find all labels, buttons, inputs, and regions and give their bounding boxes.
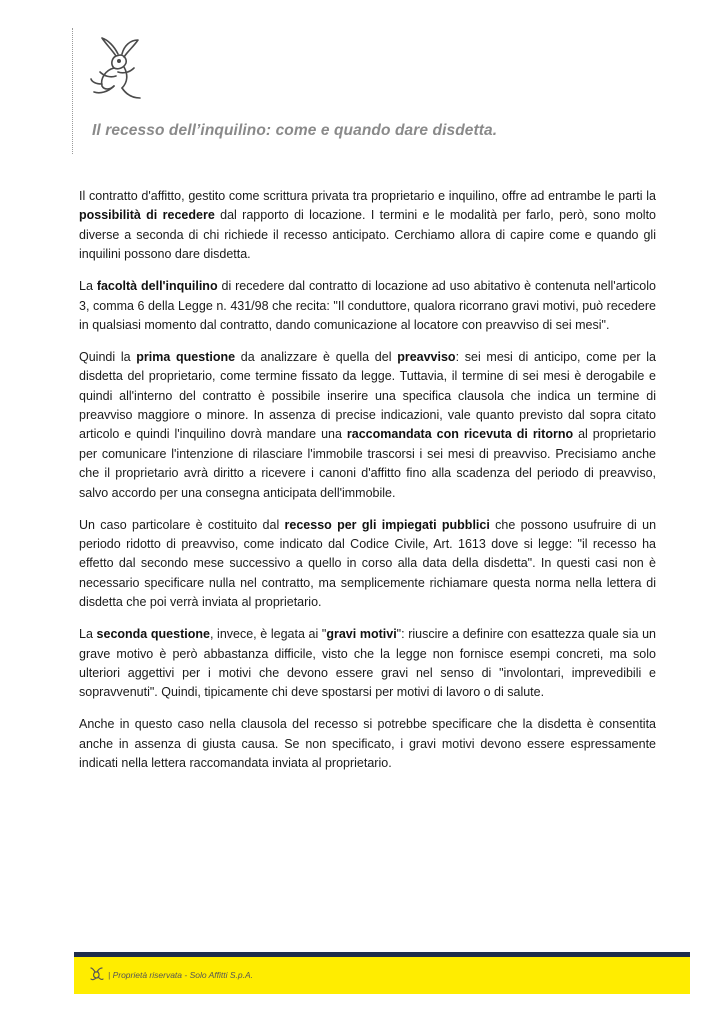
text-run: di recedere dal contratto di locazione ad uso abitativo è contenuta nell'articolo 3, comma 6 della Legge n. 431/98 che recita: "Il conduttore, qualora ricorrano gravi motivi, può recedere in qualsiasi momento dal contratto, dando comunicazione al locatore con preavviso di sei mesi". <box>79 279 656 332</box>
body-paragraph <box>79 187 656 265</box>
text-run: ": riuscire a definire con esattezza quale sia un grave motivo è però abbastanza difficile, visto che la legge non fornisce esempi concreti, ma solo ulteriori aggettivi per i motivi che devono essere gravi nel senso di "involontari, imprevedibili e sopravvenuti". Quindi, tipicamente chi deve spostarsi per motivi di lavoro o di salute. <box>79 627 656 700</box>
bold-phrase: preavviso <box>397 349 456 364</box>
bold-phrase: prima questione <box>136 349 236 364</box>
text-run: La <box>79 627 97 642</box>
text-run: Il contratto d'affitto, gestito come scrittura privata tra proprietario e inquilino, offre ad entrambe le parti la <box>79 189 656 203</box>
body-paragraph <box>79 277 656 335</box>
text-run: Un caso particolare è costituito dal <box>79 517 285 532</box>
text-run: : sei mesi di anticipo, come per la disdetta del proprietario, come termine fissato da legge. Tuttavia, il termine di sei mesi è derogabile e quindi all'interno del contratto è possibile inserire una specifica clausola che indica un termine di preavviso maggiore o minore. In assenza di precise indicazioni, vale quanto previsto dal sopra citato articolo e quindi l'inquilino dovrà mandare una <box>79 349 656 442</box>
text-run: , invece, è legata ai " <box>209 627 327 642</box>
document-body <box>79 187 656 786</box>
body-paragraph <box>79 625 656 703</box>
header-dotted-rule <box>72 28 73 154</box>
text-run: da analizzare è quella del <box>235 349 398 364</box>
body-paragraph <box>79 516 656 613</box>
mini-hare-icon <box>90 967 104 981</box>
bold-phrase: recesso per gli impiegati pubblici <box>284 517 490 532</box>
running-hare-icon <box>88 36 152 102</box>
bold-phrase: gravi motivi <box>326 627 397 642</box>
text-run: Anche in questo caso nella clausola del recesso si potrebbe specificare che la disdetta è consentita anche in assenza di giusta causa. Se non specificato, i gravi motivi devono essere espressamente indicati nella lettera raccomandata inviata al proprietario. <box>79 717 656 771</box>
text-run: Quindi la <box>79 349 137 364</box>
text-run: dal rapporto di locazione. I termini e le modalità per farlo, però, sono molto diverse a seconda di chi richiede il recesso anticipato. Cerchiamo allora di capire come e quando gli inquilini possono dare disdetta. <box>79 208 656 262</box>
body-paragraph <box>79 348 656 503</box>
document-title: Il recesso dell’inquilino: come e quando dare disdetta. <box>92 122 498 139</box>
body-paragraph <box>79 715 656 773</box>
bold-phrase: raccomandata con ricevuta di ritorno <box>346 427 574 442</box>
bold-phrase: facoltà dell'inquilino <box>96 279 218 294</box>
text-run: La <box>79 279 97 294</box>
bold-phrase: seconda questione <box>96 627 210 642</box>
footer-copyright: | Proprietà riservata - Solo Affitti S.p.A. <box>108 970 254 980</box>
text-run: che possono usufruire di un periodo ridotto di preavviso, come indicato dal Codice Civile, Art. 1613 dove si legge: "il recesso ha effetto dal secondo mese successivo a quello in corso alla data della disdetta". In questi casi non è necessario specificare nulla nel contratto, ma semplicemente richiamare questa norma nella lettera di disdetta che poi verrà inviata al proprietario. <box>79 517 657 610</box>
text-run: al proprietario per comunicare l'intenzione di rilasciare l'immobile trascorsi i sei mesi di preavviso. Precisiamo anche che il proprietario avrà diritto a ricevere i canoni d'affitto fino alla scadenza del periodo di preavviso, salvo accordo per una consegna anticipata dell'immobile. <box>79 427 656 500</box>
bold-phrase: possibilità di recedere <box>79 208 215 223</box>
